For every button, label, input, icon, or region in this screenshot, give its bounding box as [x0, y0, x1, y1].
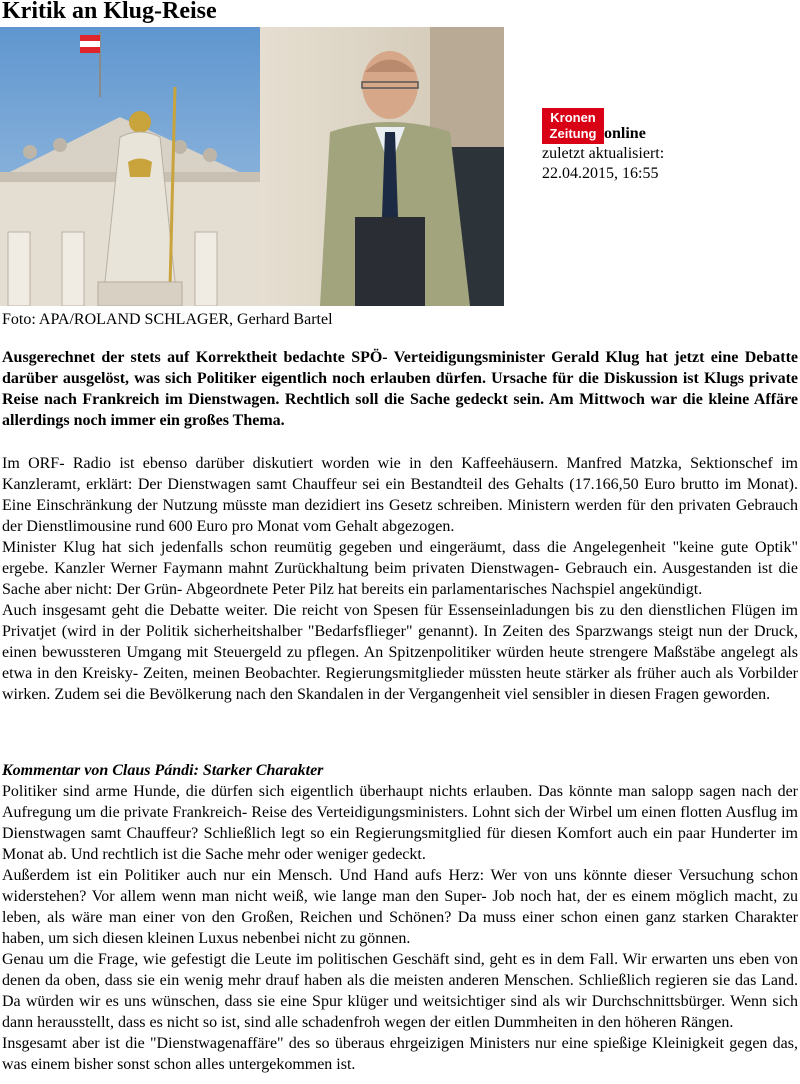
comment-paragraph: Außerdem ist ein Politiker auch nur ein Mensch. Und Hand aufs Herz: Wer von uns könnte dieser Versuchung schon widerstehen? Vor allem wenn man nicht weiß, wie lange man den Super- Job noch hat, der es einem möglich macht, zu leben, als wäre man einer von den Großen, Reichen und Schönen? Da muss einer schon einen ganz starken Charakter haben, um sich diesen kleinen Luxus nebenbei nicht zu gönnen. — [2, 867, 798, 947]
comment-heading: Kommentar von Claus Pándi: Starker Charakter — [2, 762, 324, 779]
body-paragraph: Auch insgesamt geht die Debatte weiter. Die reicht von Spesen für Essenseinladungen bis zu den dienstlichen Flügen im Privatjet (wird in der Politik sicherheitshalber "Bedarfsflieger" genannt). In Zeiten des Sparzwangs steigt nun der Druck, einen bewussteren Umgang mit Steuergeld zu pflegen. An Spitzenpolitiker würden heute strengere Maßstäbe angelegt als etwa in den Kreisky- Zeiten, meinen Beobachter. Regierungsmitglieder müssten heute stärker als früher auch als Vorbilder wirken. Zudem sei die Bevölkerung nach den Skandalen in der Vergangenheit viel sensibler in diesen Fragen geworden. — [2, 602, 798, 703]
photo-caption: Foto: APA/ROLAND SCHLAGER, Gerhard Bartel — [2, 311, 333, 328]
article-lead: Ausgerechnet der stets auf Korrektheit bedachte SPÖ- Verteidigungsminister Gerald Klug hat jetzt eine Debatte darüber ausgelöst, was sich Politiker eigentlich noch erlauben dürfen. Ursache für die Diskussion ist Klugs private Reise nach Frankreich im Dienstwagen. Rechtlich soll die Sache gedeckt sein. Am Mittwoch war die kleine Affäre allerdings noch immer ein großes Thema. — [2, 349, 798, 429]
article-title: Kritik an Klug-Reise — [2, 0, 217, 24]
updated-label: zuletzt aktualisiert: — [542, 145, 665, 162]
comment-paragraph: Genau um die Frage, wie gefestigt die Leute im politischen Geschäft sind, geht es in dem Fall. Wir erwarten uns eben von denen da oben, dass sie ein wenig mehr drauf haben als die meisten anderen Menschen. Schließlich regieren sie das Land. Da würden wir es uns wünschen, dass sie eine Spur klüger und weitsichtiger sind als wir Durchschnittsbürger. Wenn sich dann herausstellt, dass es nicht so ist, sind alle schadenfroh wegen der eitlen Dummheiten in den höheren Rängen. — [2, 951, 798, 1031]
body-paragraph: Im ORF- Radio ist ebenso darüber diskutiert worden wie in den Kaffeehäusern. Manfred Matzka, Sektionschef im Kanzleramt, erklärt: Der Dienstwagen samt Chauffeur sei ein Bestandteil des Gehalts (17.166,50 Euro brutto im Monat). Eine Einschränkung der Nutzung müsste man dezidiert ins Gesetz schreiben. Ministern werden für den privaten Gebrauch der Dienstlimousine rund 600 Euro pro Monat vom Gehalt abgezogen. — [2, 455, 798, 535]
article-photo — [0, 27, 504, 306]
comment-paragraph: Politiker sind arme Hunde, die dürfen sich eigentlich überhaupt nichts erlauben. Das könnte man salopp sagen nach der Aufregung um die private Frankreich- Reise des Verteidigungsministers. Lohnt sich der Wirbel um einen flotten Ausflug im Dienstwagen samt Chauffeur? Schließlich legt so ein Regierungsmitglied für diesen Komfort auch ein paar Hunderter im Monat ab. Und rechtlich ist die Sache mehr oder weniger gedeckt. — [2, 783, 798, 863]
updated-timestamp: 22.04.2015, 16:55 — [542, 165, 659, 182]
kronen-zeitung-logo[interactable]: Kronen Zeitung — [542, 108, 604, 144]
comment-paragraph: Insgesamt aber ist die "Dienstwagenaffäre" des so überaus ehrgeizigen Ministers nur eine spießige Kleinigkeit gegen das, was einem bisher sonst schon alles untergekommen ist. — [2, 1035, 798, 1073]
article-body — [2, 453, 798, 705]
body-paragraph: Minister Klug hat sich jedenfalls schon reumütig gegeben und eingeräumt, dass die Angelegenheit "keine gute Optik" ergebe. Kanzler Werner Faymann mahnt Zurückhaltung beim privaten Dienstwagen- Gebrauch ein. Ausgestanden ist die Sache aber nicht: Der Grün- Abgeordnete Peter Pilz hat bereits ein parlamentarisches Nachspiel angekündigt. — [2, 539, 798, 598]
online-label: online — [604, 125, 646, 142]
comment-section — [2, 760, 798, 1075]
source-box — [542, 108, 792, 184]
